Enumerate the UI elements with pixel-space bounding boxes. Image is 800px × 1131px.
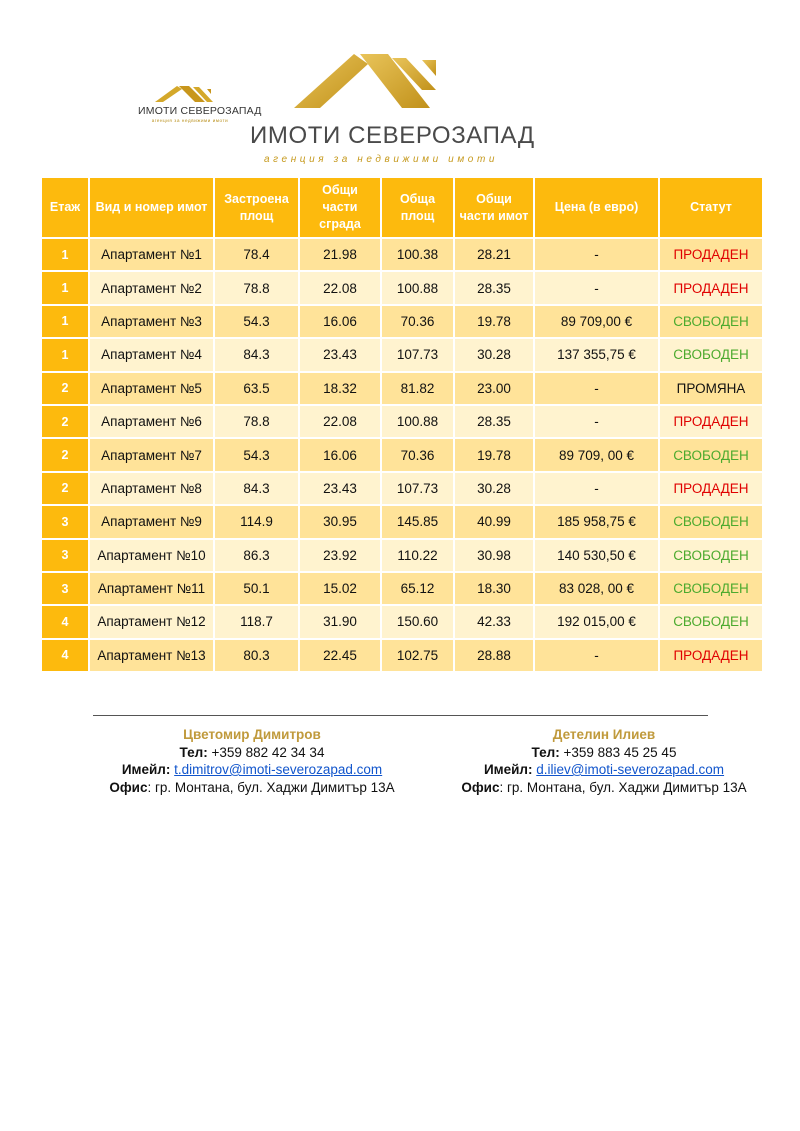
cell-type: Апартамент №9	[89, 505, 214, 538]
cell-price: -	[534, 372, 659, 405]
cell-built-area: 80.3	[214, 639, 299, 672]
cell-common-property: 28.21	[454, 238, 534, 271]
contact-phone: +359 883 45 25 45	[563, 744, 677, 760]
cell-type: Апартамент №4	[89, 338, 214, 371]
cell-built-area: 78.8	[214, 271, 299, 304]
contact-card-right	[444, 726, 764, 796]
cell-price: 83 028, 00 €	[534, 572, 659, 605]
cell-common-building: 18.32	[299, 372, 381, 405]
contact-email-link[interactable]: t.dimitrov@imoti-severozapad.com	[174, 762, 383, 777]
contact-email-line	[92, 761, 412, 779]
cell-common-building: 30.95	[299, 505, 381, 538]
cell-type: Апартамент №10	[89, 539, 214, 572]
cell-common-building: 22.08	[299, 405, 381, 438]
header-status: Статут	[659, 177, 763, 238]
cell-floor: 3	[41, 505, 89, 538]
cell-common-property: 28.88	[454, 639, 534, 672]
cell-total-area: 100.38	[381, 238, 454, 271]
roof-logo-icon	[290, 50, 454, 112]
cell-price: 137 355,75 €	[534, 338, 659, 371]
cell-status: ПРОДАДЕН	[659, 405, 763, 438]
cell-built-area: 114.9	[214, 505, 299, 538]
cell-status: СВОБОДЕН	[659, 338, 763, 371]
cell-price: -	[534, 639, 659, 672]
email-label: Имейл:	[483, 762, 533, 777]
table-row	[41, 372, 763, 405]
cell-common-building: 23.43	[299, 472, 381, 505]
cell-common-building: 15.02	[299, 572, 381, 605]
cell-type: Апартамент №12	[89, 605, 214, 638]
cell-total-area: 145.85	[381, 505, 454, 538]
header-common-building: Общи части сграда	[299, 177, 381, 238]
table-row	[41, 338, 763, 371]
cell-type: Апартамент №13	[89, 639, 214, 672]
cell-total-area: 102.75	[381, 639, 454, 672]
cell-built-area: 63.5	[214, 372, 299, 405]
cell-price: 185 958,75 €	[534, 505, 659, 538]
apartments-table	[40, 176, 764, 673]
cell-status: ПРОДАДЕН	[659, 472, 763, 505]
cell-common-property: 18.30	[454, 572, 534, 605]
contact-card-left	[92, 726, 412, 796]
cell-built-area: 50.1	[214, 572, 299, 605]
cell-price: 89 709, 00 €	[534, 438, 659, 471]
cell-total-area: 100.88	[381, 271, 454, 304]
cell-status: ПРОДАДЕН	[659, 639, 763, 672]
table-row	[41, 572, 763, 605]
table-row	[41, 639, 763, 672]
small-logo	[138, 84, 262, 128]
contact-phone: +359 882 42 34 34	[211, 744, 325, 760]
header-type: Вид и номер имот	[89, 177, 214, 238]
small-logo-name: ИМОТИ СЕВЕРОЗАПАД	[138, 105, 262, 117]
cell-total-area: 110.22	[381, 539, 454, 572]
cell-type: Апартамент №6	[89, 405, 214, 438]
cell-common-building: 22.45	[299, 639, 381, 672]
cell-common-property: 30.98	[454, 539, 534, 572]
cell-price: -	[534, 238, 659, 271]
cell-price: 192 015,00 €	[534, 605, 659, 638]
cell-built-area: 78.4	[214, 238, 299, 271]
cell-built-area: 54.3	[214, 305, 299, 338]
cell-floor: 2	[41, 372, 89, 405]
cell-floor: 1	[41, 238, 89, 271]
cell-type: Апартамент №1	[89, 238, 214, 271]
cell-type: Апартамент №5	[89, 372, 214, 405]
footer-divider	[93, 715, 708, 716]
table-header-row	[41, 177, 763, 238]
contact-office-line: Офис: гр. Монтана, бул. Хаджи Димитър 13А	[461, 779, 747, 795]
cell-floor: 4	[41, 605, 89, 638]
cell-status: СВОБОДЕН	[659, 505, 763, 538]
cell-common-property: 30.28	[454, 472, 534, 505]
cell-built-area: 84.3	[214, 338, 299, 371]
cell-floor: 1	[41, 338, 89, 371]
cell-floor: 2	[41, 405, 89, 438]
brand-name: ИМОТИ СЕВЕРОЗАПАД	[250, 122, 535, 149]
cell-common-building: 23.43	[299, 338, 381, 371]
cell-type: Апартамент №7	[89, 438, 214, 471]
cell-common-property: 23.00	[454, 372, 534, 405]
cell-total-area: 81.82	[381, 372, 454, 405]
main-logo	[250, 50, 535, 172]
cell-total-area: 70.36	[381, 305, 454, 338]
cell-price: -	[534, 472, 659, 505]
cell-status: ПРОДАДЕН	[659, 271, 763, 304]
cell-floor: 4	[41, 639, 89, 672]
table-row	[41, 472, 763, 505]
cell-floor: 2	[41, 438, 89, 471]
cell-price: -	[534, 405, 659, 438]
office-label: Офис	[109, 779, 148, 795]
cell-status: ПРОДАДЕН	[659, 238, 763, 271]
table-row	[41, 539, 763, 572]
email-label: Имейл:	[121, 762, 171, 777]
contact-name: Цветомир Димитров	[183, 727, 321, 742]
cell-common-property: 28.35	[454, 271, 534, 304]
cell-type: Апартамент №2	[89, 271, 214, 304]
contact-phone-line	[444, 744, 764, 762]
contact-phone-line	[92, 744, 412, 762]
cell-floor: 3	[41, 572, 89, 605]
brand-tagline: агенция за недвижими имоти	[263, 154, 499, 165]
cell-floor: 3	[41, 539, 89, 572]
table-row	[41, 305, 763, 338]
cell-price: 89 709,00 €	[534, 305, 659, 338]
contact-office: гр. Монтана, бул. Хаджи Димитър 13А	[506, 779, 747, 795]
table-row	[41, 271, 763, 304]
cell-common-property: 30.28	[454, 338, 534, 371]
cell-common-building: 16.06	[299, 305, 381, 338]
cell-common-property: 19.78	[454, 438, 534, 471]
cell-total-area: 107.73	[381, 338, 454, 371]
table-row	[41, 438, 763, 471]
cell-common-property: 42.33	[454, 605, 534, 638]
cell-built-area: 78.8	[214, 405, 299, 438]
header-built-area: Застроена площ	[214, 177, 299, 238]
cell-common-building: 23.92	[299, 539, 381, 572]
cell-total-area: 100.88	[381, 405, 454, 438]
cell-common-building: 22.08	[299, 271, 381, 304]
cell-status: СВОБОДЕН	[659, 539, 763, 572]
header-floor: Етаж	[41, 177, 89, 238]
table-row	[41, 405, 763, 438]
cell-status: СВОБОДЕН	[659, 305, 763, 338]
cell-status: СВОБОДЕН	[659, 572, 763, 605]
cell-common-building: 16.06	[299, 438, 381, 471]
cell-type: Апартамент №3	[89, 305, 214, 338]
cell-status: СВОБОДЕН	[659, 605, 763, 638]
cell-price: 140 530,50 €	[534, 539, 659, 572]
cell-status: ПРОМЯНА	[659, 372, 763, 405]
cell-built-area: 84.3	[214, 472, 299, 505]
cell-status: СВОБОДЕН	[659, 438, 763, 471]
cell-type: Апартамент №11	[89, 572, 214, 605]
contact-office: гр. Монтана, бул. Хаджи Димитър 13А	[154, 779, 395, 795]
cell-common-building: 31.90	[299, 605, 381, 638]
header-price: Цена (в евро)	[534, 177, 659, 238]
contact-name: Детелин Илиев	[552, 727, 656, 742]
cell-floor: 2	[41, 472, 89, 505]
office-label: Офис	[461, 779, 500, 795]
cell-total-area: 70.36	[381, 438, 454, 471]
roof-logo-icon	[153, 84, 227, 104]
cell-built-area: 86.3	[214, 539, 299, 572]
table-row	[41, 505, 763, 538]
cell-total-area: 150.60	[381, 605, 454, 638]
cell-common-property: 28.35	[454, 405, 534, 438]
table-row	[41, 605, 763, 638]
cell-built-area: 54.3	[214, 438, 299, 471]
phone-label: Тел:	[179, 744, 208, 760]
cell-floor: 1	[41, 271, 89, 304]
cell-floor: 1	[41, 305, 89, 338]
cell-total-area: 65.12	[381, 572, 454, 605]
small-logo-tagline: агенция за недвижими имоти	[151, 118, 229, 123]
header-total-area: Обща площ	[381, 177, 454, 238]
cell-price: -	[534, 271, 659, 304]
header-common-property: Общи части имот	[454, 177, 534, 238]
contact-email-line	[444, 761, 764, 779]
cell-common-property: 19.78	[454, 305, 534, 338]
cell-common-property: 40.99	[454, 505, 534, 538]
contact-email-link[interactable]: d.iliev@imoti-severozapad.com	[536, 762, 725, 777]
cell-total-area: 107.73	[381, 472, 454, 505]
contact-office-line: Офис: гр. Монтана, бул. Хаджи Димитър 13А	[109, 779, 395, 795]
cell-common-building: 21.98	[299, 238, 381, 271]
cell-type: Апартамент №8	[89, 472, 214, 505]
table-row	[41, 238, 763, 271]
cell-built-area: 118.7	[214, 605, 299, 638]
phone-label: Тел:	[531, 744, 560, 760]
